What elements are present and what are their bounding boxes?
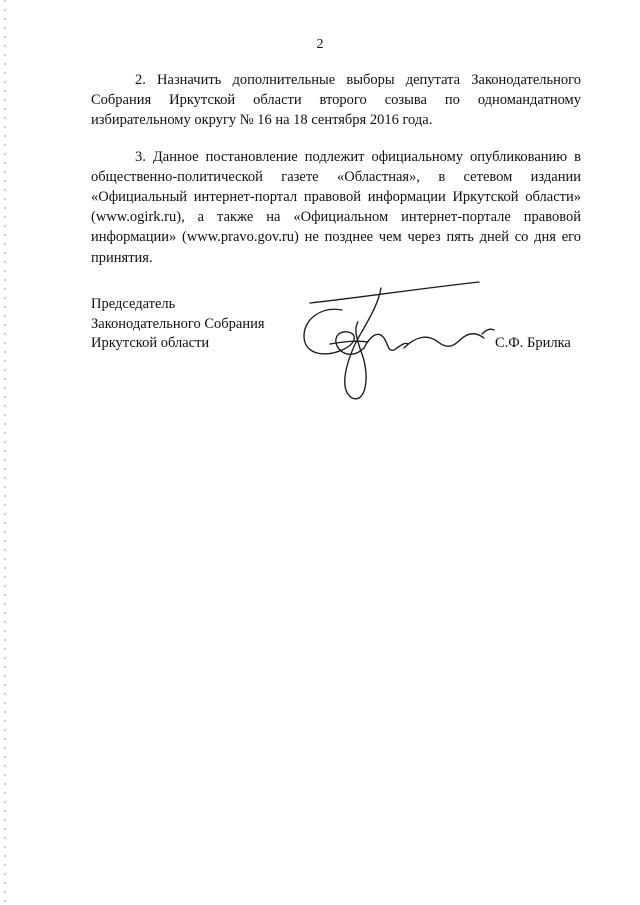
paragraph-3: 3. Данное постановление подлежит официальному опубликованию в общественно-политической газете «Областная», в сетевом издании «Официальный интернет-портал правовой информации Иркутской области» (www.ogirk.ru), а также на «Официальном интернет-портале правовой информации» (www.pravo.gov.ru) не позднее чем через пять дней со дня его принятия. [91,148,581,266]
signer-name: С.Ф. Брилка [495,335,571,351]
paragraph-2: 2. Назначить дополнительные выборы депутата Законодательного Собрания Иркутской области второго созыва по одномандатному избирательному округу № 16 на 18 сентября 2016 года. [91,72,581,129]
signer-title-line: Законодательного Собрания [91,315,265,332]
scan-edge-marks [4,0,6,905]
page-number: 2 [316,37,324,52]
signer-title-line: Иркутской области [91,335,210,351]
handwritten-signature [296,276,501,408]
document-body [91,70,581,268]
signer-title-block [91,295,265,354]
signer-title-line: Председатель [91,296,176,312]
